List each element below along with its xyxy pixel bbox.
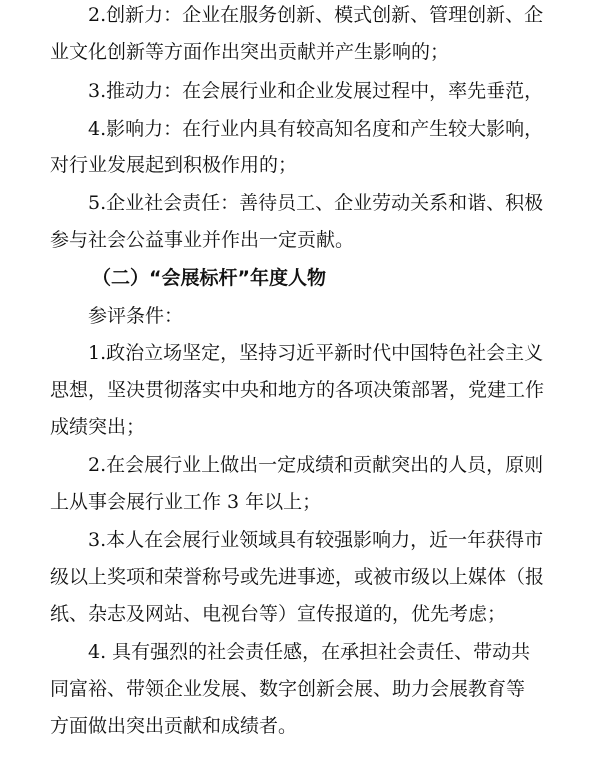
paragraph-line: 方面做出突出贡献和成绩者。 — [50, 715, 298, 737]
paragraph-line: 2.创新力：企业在服务创新、模式创新、管理创新、企 — [88, 4, 544, 26]
paragraph-line: 业文化创新等方面作出突出贡献并产生影响的； — [50, 41, 450, 63]
paragraph-line: 1.政治立场坚定，坚持习近平新时代中国特色社会主义 — [88, 342, 544, 364]
paragraph-line: 成绩突出； — [50, 416, 146, 438]
paragraph-line: 3.推动力：在会展行业和企业发展过程中，率先垂范， — [88, 80, 544, 102]
paragraph-line: 对行业发展起到积极作用的； — [50, 154, 298, 176]
paragraph-line: 上从事会展行业工作 3 年以上； — [50, 491, 322, 513]
paragraph-line: 参与社会公益事业并作出一定贡献。 — [50, 229, 355, 251]
paragraph-line: 3.本人在会展行业领域具有较强影响力，近一年获得市 — [88, 529, 544, 551]
paragraph-line: 思想，坚决贯彻落实中央和地方的各项决策部署，党建工作 — [50, 379, 545, 401]
paragraph-line: 5.企业社会责任：善待员工、企业劳动关系和谐、积极 — [88, 192, 544, 214]
paragraph-line: 4. 具有强烈的社会责任感，在承担社会责任、带动共 — [88, 641, 531, 663]
paragraph-line: 纸、杂志及网站、电视台等）宣传报道的，优先考虑； — [50, 603, 507, 625]
paragraph-line: 4.影响力：在行业内具有较高知名度和产生较大影响， — [88, 118, 544, 140]
paragraph-line: 2.在会展行业上做出一定成绩和贡献突出的人员，原则 — [88, 454, 544, 476]
section-heading: （二）“会展标杆”年度人物 — [92, 267, 326, 289]
paragraph-line: 参评条件： — [88, 305, 184, 327]
paragraph-line: 级以上奖项和荣誉称号或先进事迹，或被市级以上媒体（报 — [50, 566, 545, 588]
paragraph-line: 同富裕、带领企业发展、数字创新会展、助力会展教育等 — [50, 678, 526, 700]
